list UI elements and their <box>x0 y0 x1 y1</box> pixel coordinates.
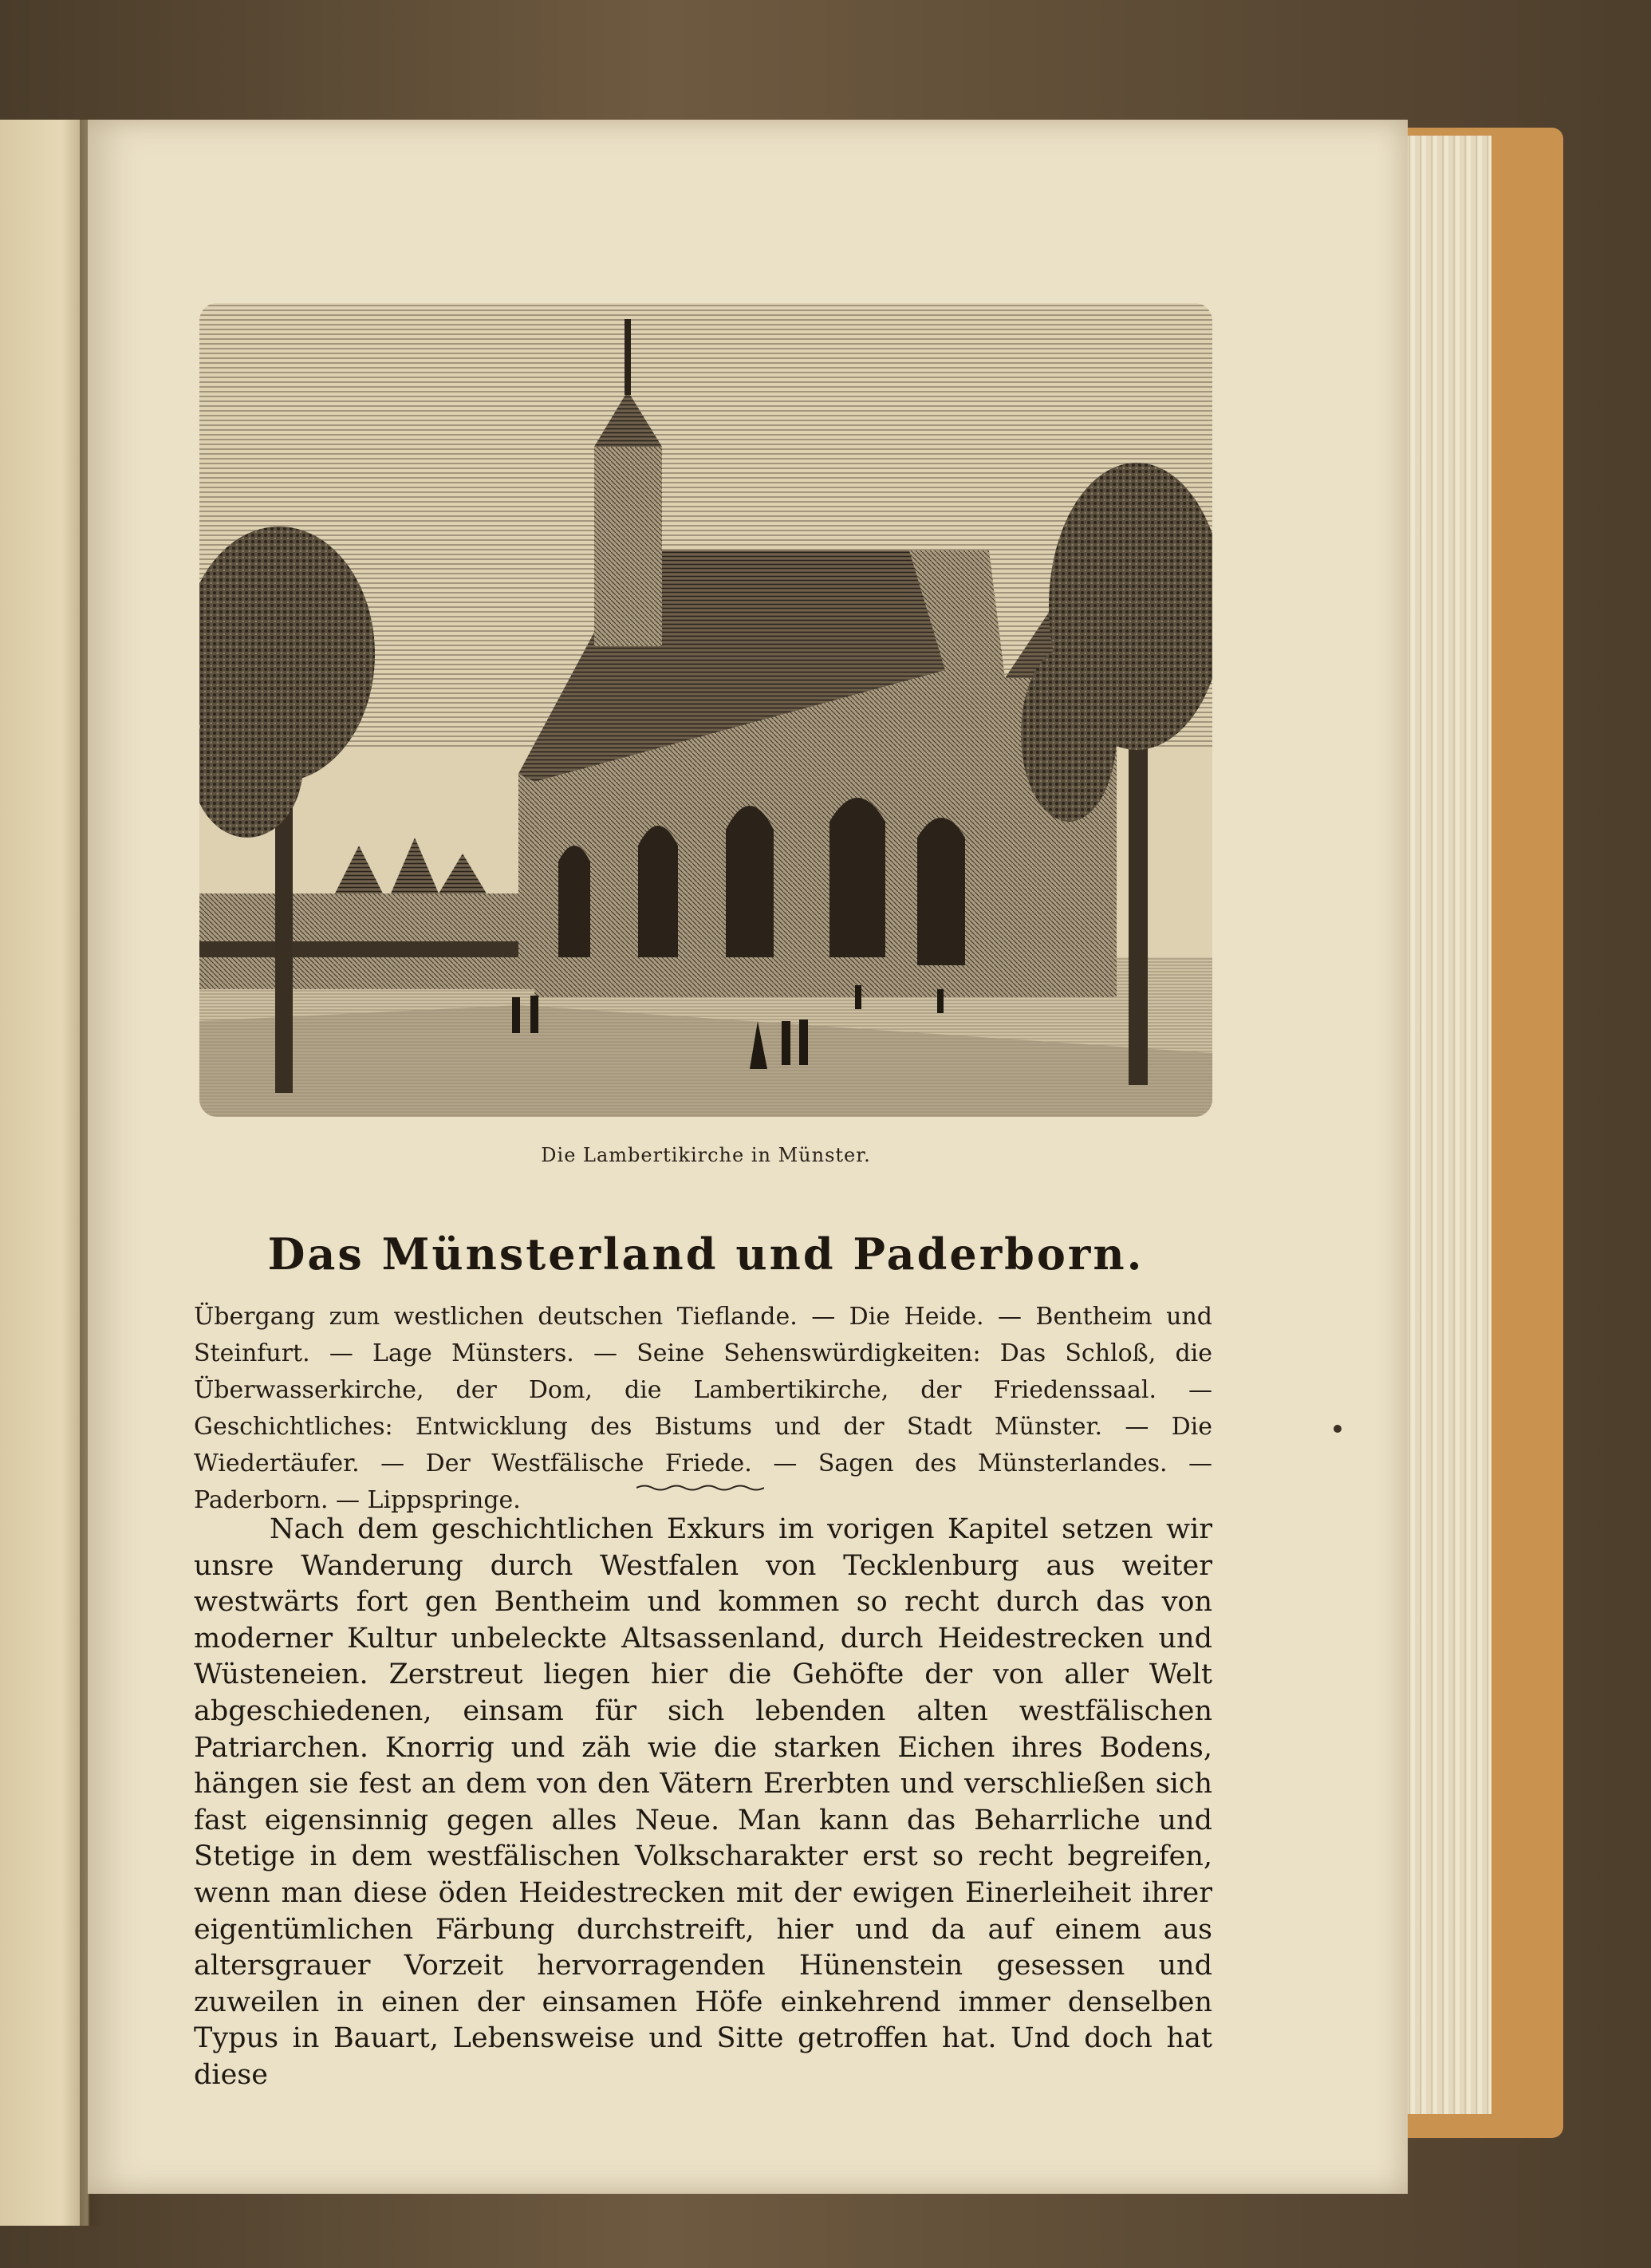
figure-caption: Die Lambertikirche in Münster. <box>541 1144 871 1166</box>
engraving-lambertikirche <box>199 303 1212 1117</box>
gabled-houses <box>199 838 518 989</box>
body-paragraph: Nach dem geschichtlichen Exkurs im vorigen Kapitel setzen wir unsre Wanderung durch Westfalen von Tecklenburg aus weiter westwärts fort gen Bentheim und kommen so recht durch das von moderner Kultur unbeleckte Altsassenland, durch Heidestrecken und Wüsteneien. Zerstreut liegen hier die Gehöfte der von aller Welt abgeschiedenen, einsam für sich lebenden alten westfälischen Patriarchen. Knorrig und zäh wie die starken Eichen ihres Bodens, hängen sie fest an dem von den Vätern Ererbten und verschließen sich fast eigensinnig gegen alles Neue. Man kann das Beharrliche und Stetige in dem westfälischen Volkscharakter erst so recht begreifen, wenn man diese öden Heidestrecken mit der ewigen Einerleiheit ihrer eigentümlichen Färbung durchstreift, hier und da auf einem aus altersgrauer Vorzeit hervorragenden Hünenstein gesessen und zuweilen in einen der einsamen Höfe einkehrend immer denselben Typus in Bauart, Lebensweise und Sitte getroffen hat. Und doch hat diese <box>194 1513 1212 2091</box>
chapter-summary: Übergang zum westlichen deutschen Tieflande. — Die Heide. — Bentheim und Steinfurt. — Lage Münsters. — Seine Sehenswürdigkeiten: Das Schloß, die Überwasserkirche, der Dom, die Lambertikirche, der Friedenssaal. — Geschichtliches: Entwicklung des Bistums und der Stadt Münster. — Die Wiedertäufer. — Der Westfälische Friede. — Sagen des Münsterlandes. — Paderborn. — Lippspringe. <box>194 1303 1212 1514</box>
left-page-edge <box>0 120 89 2226</box>
page-edges <box>1404 136 1491 2114</box>
body-text <box>194 1512 1212 2094</box>
ink-spot <box>1334 1425 1342 1433</box>
ornamental-separator <box>636 1482 764 1493</box>
chapter-title: Das Münsterland und Paderborn. <box>267 1229 1145 1280</box>
